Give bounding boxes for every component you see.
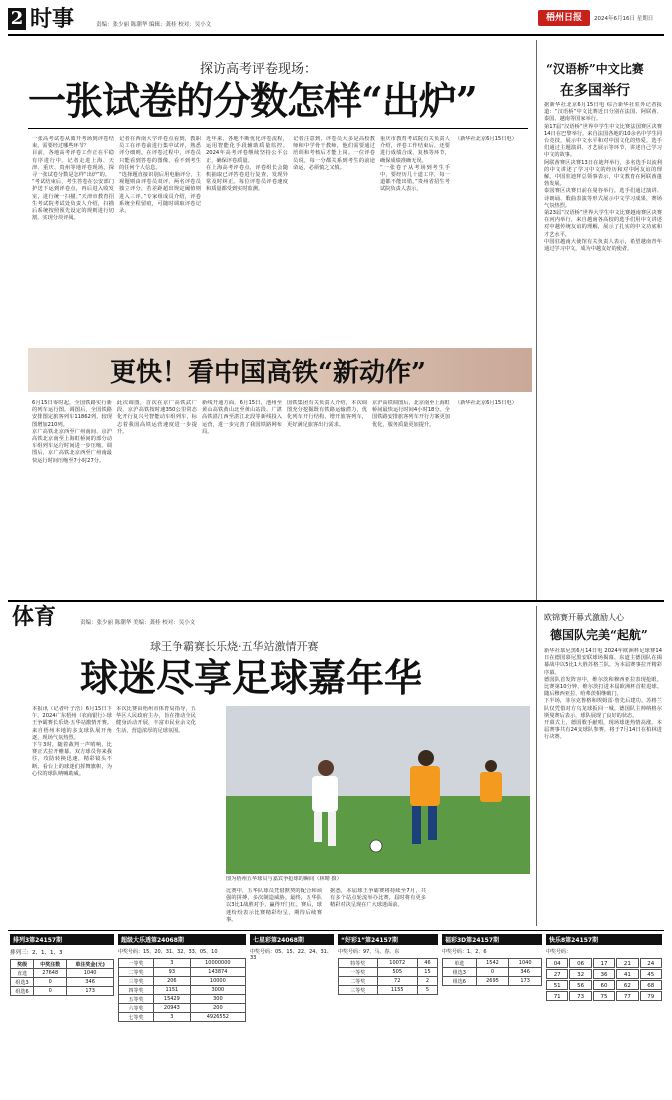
lead-paragraph: 目前，各地高考评卷工作正在平稳有序进行中。记者走进上海、天津、重庆、贵州等地评卷现场，探寻一张试卷分数是怎样“出炉”的。 xyxy=(32,150,114,179)
lead-paragraph: “选择题直接识别后用电脑评分，主观题则由评卷员双评，两名评卷员独立评分，若差距超出规定阈值则进入三评。”专家组成员介绍，评卷系统全程留痕，可随时调取评卷记录。 xyxy=(119,172,201,215)
table-cell: 三等奖 xyxy=(119,977,154,986)
sports-rail-paragraph: 下半场，菲尔克鲁格和埃姆雷·詹先后建功。苏格兰队仅凭借对方乌龙球扳回一城。德国队主帅纳格尔斯曼赛后表示，球队展现了良好的状态。 xyxy=(544,698,662,719)
table-cell: 2695 xyxy=(476,977,509,986)
rail-paragraph: 第23届“汉语桥”世界大学生中文比赛越南赛区决赛在河内举行，来自越南各高校的选手们用中文讲述对中越传统友谊的理解，展示了扎实的中文功底和才艺水平。 xyxy=(544,210,662,238)
lead-paragraph: 在上海高考评卷点，评卷组长会随机抽取已评答卷进行复查，发现异常及时纠正。每位评卷员评卷速度和质量都受到实时监测。 xyxy=(206,164,288,193)
page-number: 2 xyxy=(8,8,26,30)
lottery-table xyxy=(442,958,542,986)
table-cell: 1542 xyxy=(476,959,509,968)
lottery-table xyxy=(118,958,246,1022)
kl8-number: 41 xyxy=(616,969,638,979)
sports-kicker: 球王争霸赛长乐烧·五华站激情开赛 xyxy=(150,640,319,653)
lead-headline: 一张试卷的分数怎样“出炉” xyxy=(28,78,477,123)
rail-story-paragraph: 6月15日零时起，全国铁路实行新的列车运行图。调图后，全国铁路安排图定旅客列车11862列，较现图增加210列。 xyxy=(32,400,112,428)
table-cell: 5 xyxy=(417,986,437,995)
table-row xyxy=(119,1013,246,1022)
lottery-panel-title: 福彩3D第24157期 xyxy=(442,934,542,945)
page-masthead xyxy=(8,6,664,32)
table-cell: 1155 xyxy=(377,986,417,995)
rail-paragraph: 中国驻越南大使馆有关负责人表示，希望越南青年通过学习中文，成为中越友好的使者。 xyxy=(544,238,662,253)
kl8-number: 17 xyxy=(593,958,615,968)
rail-paragraph: 据新华社北京6月15日电 综合新华社驻外记者报道：“汉语桥”中文比赛近日分别在法国、阿联酋、泰国、越南等国家举行。 xyxy=(544,102,662,123)
sports-rail-paragraph: 新华社慕尼黑6月14日电 2024年欧洲杯足球赛14日在德国慕尼黑安联球场揭幕。东道主德国队在揭幕战中以5比1大胜苏格兰队，为本届赛事拉开精彩序幕。 xyxy=(544,648,662,676)
table-cell: 505 xyxy=(377,968,417,977)
kl8-number: 51 xyxy=(546,980,568,990)
table-cell: 3 xyxy=(153,959,190,968)
sports-editor-line: 责编：张少丽 陈潮华 美编：龚桂 校对：吴小文 xyxy=(80,620,196,626)
sports-paragraph: 据悉，本届球王争霸赛将持续至7月，共有多个站点轮流举办比赛，届时将有更多精彩对决呈现在广大球迷面前。 xyxy=(330,888,426,909)
table-cell: 46 xyxy=(417,959,437,968)
masthead-rule xyxy=(8,34,664,36)
table-cell: 直选 xyxy=(11,969,34,978)
table-cell: 七等奖 xyxy=(119,1013,154,1022)
table-cell: 206 xyxy=(153,977,190,986)
table-cell: 93 xyxy=(153,968,190,977)
table-cell: 1040 xyxy=(67,969,114,978)
rail-story-paragraph: （新华社北京6月15日电） xyxy=(455,400,517,406)
kl8-number: 62 xyxy=(616,980,638,990)
photo-caption: 图为梧州五华球员与嘉宾争抢球的瞬间（林晴 摄） xyxy=(226,876,342,882)
sports-rail-kicker: 欧锦赛开幕式激励人心 xyxy=(544,613,624,622)
lottery-panel-numbers: 中奖号码：97、马、春、东 xyxy=(338,949,400,955)
lead-paragraph: 记者注意到，评卷员大多是高校教师和中学骨干教师，他们需要通过培训和考核后才能上岗。一位评卷员说，每一分都关系到考生的前途命运，必须慎之又慎。 xyxy=(293,136,375,171)
table-row xyxy=(339,986,438,995)
table-cell: 15429 xyxy=(153,995,190,1004)
rail-story-paragraph: 此次调图，首次在京广高铁武广段、京沪高铁按时速350公里常态化开行复兴号智能动车组列车，标志着我国高铁运营速度进一步提升。 xyxy=(117,400,197,435)
kl8-number: 75 xyxy=(593,991,615,1001)
table-row xyxy=(11,978,114,987)
lead-column-6 xyxy=(455,136,531,382)
lottery-panel-4 xyxy=(338,934,438,1092)
kl8-number-grid xyxy=(546,958,662,1001)
sports-rail-paragraph: 德国队首发阵容中，维尔茨和穆西亚拉表现抢眼。比赛第10分钟，维尔茨打进本届欧洲杯首粒进球。随后穆西亚拉、哈弗茨相继破门。 xyxy=(544,676,662,698)
kl8-number: 36 xyxy=(593,969,615,979)
kl8-number: 60 xyxy=(593,980,615,990)
section-title: 时事 xyxy=(30,6,75,32)
issue-date: 2024年6月16日 星期日 xyxy=(594,16,654,22)
table-cell: 15 xyxy=(417,968,437,977)
sports-col-1 xyxy=(32,706,112,916)
lottery-panel-title: 快乐8第24157期 xyxy=(546,934,662,945)
table-cell: 346 xyxy=(509,968,542,977)
table-row xyxy=(119,977,246,986)
table-header: 中奖注数 xyxy=(34,960,67,969)
football-players-illustration xyxy=(226,706,530,874)
lottery-table xyxy=(10,959,114,996)
rail-headline: 在多国举行 xyxy=(560,83,630,99)
kl8-number: 27 xyxy=(546,969,568,979)
kl8-number: 45 xyxy=(640,969,662,979)
lead-column-5 xyxy=(380,136,450,382)
lead-paragraph: 近年来，各地不断优化评卷流程，运用智能化手段辅助质量监控。2024年高考评卷继续坚持公平公正，确保评卷质量。 xyxy=(206,136,288,164)
lottery-panel-title: 超级大乐透第24068期 xyxy=(118,934,246,945)
table-cell: 200 xyxy=(190,1004,245,1013)
table-cell: 20943 xyxy=(153,1004,190,1013)
rail-paragraph: 第17届“汉语桥”世界中学生中文比赛法国赛区决赛14日在巴黎举行。来自法国各地的10余名中学生同台竞技，展示中文水平和对中国文化的热爱。选手们通过主题演讲、才艺展示等环节，讲述自己学习中文的故事。 xyxy=(544,123,662,159)
table-cell: 四等奖 xyxy=(119,986,154,995)
rail-story-col-6 xyxy=(455,400,531,590)
lottery-panel-title: “好彩1”第24157期 xyxy=(338,934,438,945)
lottery-panel-numbers: 中奖号码：05、15、22、24、31、33 xyxy=(250,949,332,961)
table-cell: 173 xyxy=(509,977,542,986)
table-row xyxy=(443,959,542,968)
rail-story-paragraph: 国铁集团有关负责人介绍，本次调图充分挖掘既有铁路运输潜力，优化列车开行结构，增开旅客列车，更好满足旅客出行需求。 xyxy=(287,400,367,428)
newspaper-logo: 梧州日报 xyxy=(538,10,590,26)
lottery-panel-numbers: 中奖号码：15、20、31、32、33、05、10 xyxy=(118,949,218,955)
lead-paragraph: 记者在西南大学评卷点看到，教职员工在评卷前进行集中试评，熟悉评分细则。在评卷过程中，评卷员只能看到答卷的图像，看不到考生的任何个人信息。 xyxy=(119,136,201,171)
sports-paragraph: 比赛中，五华队球员凭借默契的配合和顽强的拼搏，多次制造威胁。最终，五华队以3比1战胜对手，赢得开门红。赛后，球迷纷纷表示比赛精彩纷呈，期待后续赛事。 xyxy=(226,888,322,923)
table-cell: 一等奖 xyxy=(119,959,154,968)
lead-column-2 xyxy=(119,136,201,382)
editor-line: 责编：张少丽 陈潮华 编辑：龚桂 校对：吴小文 xyxy=(96,22,212,28)
lead-kicker: 探访高考评卷现场： xyxy=(200,62,318,77)
rail-story-paragraph: 京沪高铁调图后，北京南至上海虹桥间最快运行时间4小时18分。全国铁路安排旅客列车开行方案更加优化，服务质量更加提升。 xyxy=(372,400,450,428)
sports-section-title: 体育 xyxy=(12,604,57,630)
lead-paragraph: “考试结束后，考生答卷在公安部门护送下运到评卷点，再后进入收发室，进行统一扫描。”天津市教育招生考试院考试处负责人介绍，扫描后系统按照预先设定的规则进行切割，实现分块评阅。 xyxy=(32,179,114,222)
table-row xyxy=(11,969,114,978)
table-cell: 五等奖 xyxy=(119,995,154,1004)
table-row xyxy=(119,959,246,968)
table-row xyxy=(119,995,246,1004)
table-cell: 72 xyxy=(377,977,417,986)
rail-paragraph: 阿联酋赛区决赛13日在迪拜举行，多名选手以流利的中文讲述了学习中文的经历和对中阿友谊的理解。中国驻迪拜总领事表示，中文教育在阿联酋蓬勃发展。 xyxy=(544,159,662,188)
rail-story-col-2 xyxy=(117,400,197,590)
table-row xyxy=(119,968,246,977)
rail-story-col-1 xyxy=(32,400,112,590)
lottery-top-rule xyxy=(8,930,664,931)
lead-paragraph: “一张卷子从考场到考生手中，要经历几十道工序，每一道都不能出错。”贵州省招生考试院负责人表示。 xyxy=(380,164,450,193)
table-row xyxy=(339,959,438,968)
table-cell: 10072 xyxy=(377,959,417,968)
lottery-panel-3 xyxy=(250,934,334,1092)
kl8-number: 73 xyxy=(569,991,591,1001)
table-cell: 二等奖 xyxy=(119,968,154,977)
lead-paragraph: 一张高考试卷从离开考场到评卷结束，需要经过哪些环节？ xyxy=(32,136,114,150)
rail-story-col-5 xyxy=(372,400,450,590)
kl8-number: 32 xyxy=(569,969,591,979)
rail-story-headline: 更快！看中国高铁“新动作” xyxy=(110,358,426,388)
table-cell: 300 xyxy=(190,995,245,1004)
table-row xyxy=(119,986,246,995)
kl8-number: 04 xyxy=(546,958,568,968)
football-photo xyxy=(226,706,530,874)
kl8-number: 79 xyxy=(640,991,662,1001)
rail-paragraph: 泰国赛区决赛日前在曼谷举行。选手们通过演讲、诗朗诵、歌曲表演等形式展示中文学习成果，赛场气氛热烈。 xyxy=(544,188,662,209)
kl8-number: 06 xyxy=(569,958,591,968)
sports-rail-body xyxy=(544,648,662,924)
kl8-number: 77 xyxy=(616,991,638,1001)
lottery-panel-numbers: 中奖号码： xyxy=(546,949,572,955)
table-cell: 组选3 xyxy=(443,968,477,977)
rail-story-paragraph: 新线开通方面，6月15日，池州至黄山高铁黄山北至黄山站段、广湛高铁湛江西至湛江北段等新线投入运营，进一步完善了我国铁路网布局。 xyxy=(202,400,282,435)
lead-rule xyxy=(28,128,528,129)
table-cell: 组选6 xyxy=(443,977,477,986)
lottery-panel-5 xyxy=(442,934,542,1092)
sports-top-rule xyxy=(8,600,664,602)
table-cell: 2 xyxy=(417,977,437,986)
table-row xyxy=(443,977,542,986)
table-cell: 173 xyxy=(67,987,114,996)
table-cell: 0 xyxy=(34,978,67,987)
lead-column-1 xyxy=(32,136,114,382)
table-cell: 1040 xyxy=(509,959,542,968)
sports-rail-paragraph: 开幕式上，德国歌手献唱，现场球迷热情高涨。本届赛事共有24支球队参赛，将于7月14日在柏林进行决赛。 xyxy=(544,720,662,741)
rail-story-paragraph: 京广高铁北京西至广州南间、京沪高铁北京南至上海虹桥间的部分动车组列车运行时间进一步压缩。调图后，京广高铁北京西至广州南最快运行时间压缩至7小时27分。 xyxy=(32,428,112,464)
table-cell: 143874 xyxy=(190,968,245,977)
lead-column-3 xyxy=(206,136,288,382)
table-cell: 三等奖 xyxy=(339,986,378,995)
table-cell: 10000000 xyxy=(190,959,245,968)
lead-paragraph: （新华社北京6月15日电） xyxy=(455,136,517,142)
kl8-number: 68 xyxy=(640,980,662,990)
lead-paragraph: 重庆市教育考试院有关负责人介绍，评卷工作结束后，还要进行成绩合成、复核等环节，确保成绩准确无误。 xyxy=(380,136,450,164)
sports-rail-divider xyxy=(536,606,537,926)
table-cell: 组选6 xyxy=(11,987,34,996)
table-row xyxy=(119,1004,246,1013)
kl8-number: 71 xyxy=(546,991,568,1001)
table-row xyxy=(443,968,542,977)
kl8-number: 56 xyxy=(569,980,591,990)
table-cell: 27648 xyxy=(34,969,67,978)
sports-paragraph: 下午3时，随着裁判一声哨响，比赛正式拉开帷幕。双方球员你来我往，攻防转换迅速，精彩镜头不断。看台上的球迷们挥舞旗帜，为心仪的球队呐喊助威。 xyxy=(32,742,112,777)
table-cell: 组选3 xyxy=(11,978,34,987)
kl8-number: 24 xyxy=(640,958,662,968)
table-cell: 346 xyxy=(67,978,114,987)
rail-story-col-3 xyxy=(202,400,282,590)
lottery-panel-2 xyxy=(118,934,246,1092)
table-cell: 4926552 xyxy=(190,1013,245,1022)
lottery-panel-1 xyxy=(10,934,114,1092)
table-cell: 二等奖 xyxy=(339,977,378,986)
kl8-number: 21 xyxy=(616,958,638,968)
rail-body xyxy=(544,102,662,596)
lottery-panel-numbers: 排列三：2、1、1、3 xyxy=(10,950,63,956)
sports-headline: 球迷尽享足球嘉年华 xyxy=(80,655,423,700)
sports-rail-headline: 德国队完美“起航” xyxy=(550,628,648,642)
rail-divider xyxy=(536,40,537,600)
table-cell: 1151 xyxy=(153,986,190,995)
table-row xyxy=(339,968,438,977)
table-row xyxy=(11,987,114,996)
table-cell: 0 xyxy=(34,987,67,996)
lottery-table xyxy=(338,958,438,995)
sports-col-3 xyxy=(226,888,322,928)
table-cell: 一等奖 xyxy=(339,968,378,977)
lottery-panel-numbers: 中奖号码：1、2、6 xyxy=(442,949,487,955)
table-cell: 六等奖 xyxy=(119,1004,154,1013)
table-row xyxy=(339,977,438,986)
table-header: 奖级 xyxy=(11,960,34,969)
table-header: 单注奖金(元) xyxy=(67,960,114,969)
lottery-panel-6 xyxy=(546,934,662,1092)
table-cell: 3000 xyxy=(190,986,245,995)
lottery-panel-title: 七星彩第24068期 xyxy=(250,934,334,945)
rail-story-col-4 xyxy=(287,400,367,590)
table-cell: 10000 xyxy=(190,977,245,986)
sports-col-2 xyxy=(116,706,196,916)
table-cell: 单选 xyxy=(443,959,477,968)
sports-paragraph: 本次比赛由梧州市体育局指导，五华区人民政府主办，旨在推动全民健身活动开展，丰富市民业余文化生活，营造浓厚的足球氛围。 xyxy=(116,706,196,734)
table-cell: 特等奖 xyxy=(339,959,378,968)
lead-column-4 xyxy=(293,136,375,382)
lottery-panel-title: 排列3第24157期 xyxy=(10,934,114,945)
rail-kicker: “汉语桥”中文比赛 xyxy=(546,62,644,76)
sports-col-4 xyxy=(330,888,426,928)
table-cell: 3 xyxy=(153,1013,190,1022)
sports-paragraph: 本报讯（记者叶子浩）6月15日下午，2024广东梧州（农商银行）·球王争霸赛长乐烧·五华站激情开赛。来自梧州本地的多支球队展开角逐，现场气氛热烈。 xyxy=(32,706,112,741)
table-cell: 0 xyxy=(476,968,509,977)
